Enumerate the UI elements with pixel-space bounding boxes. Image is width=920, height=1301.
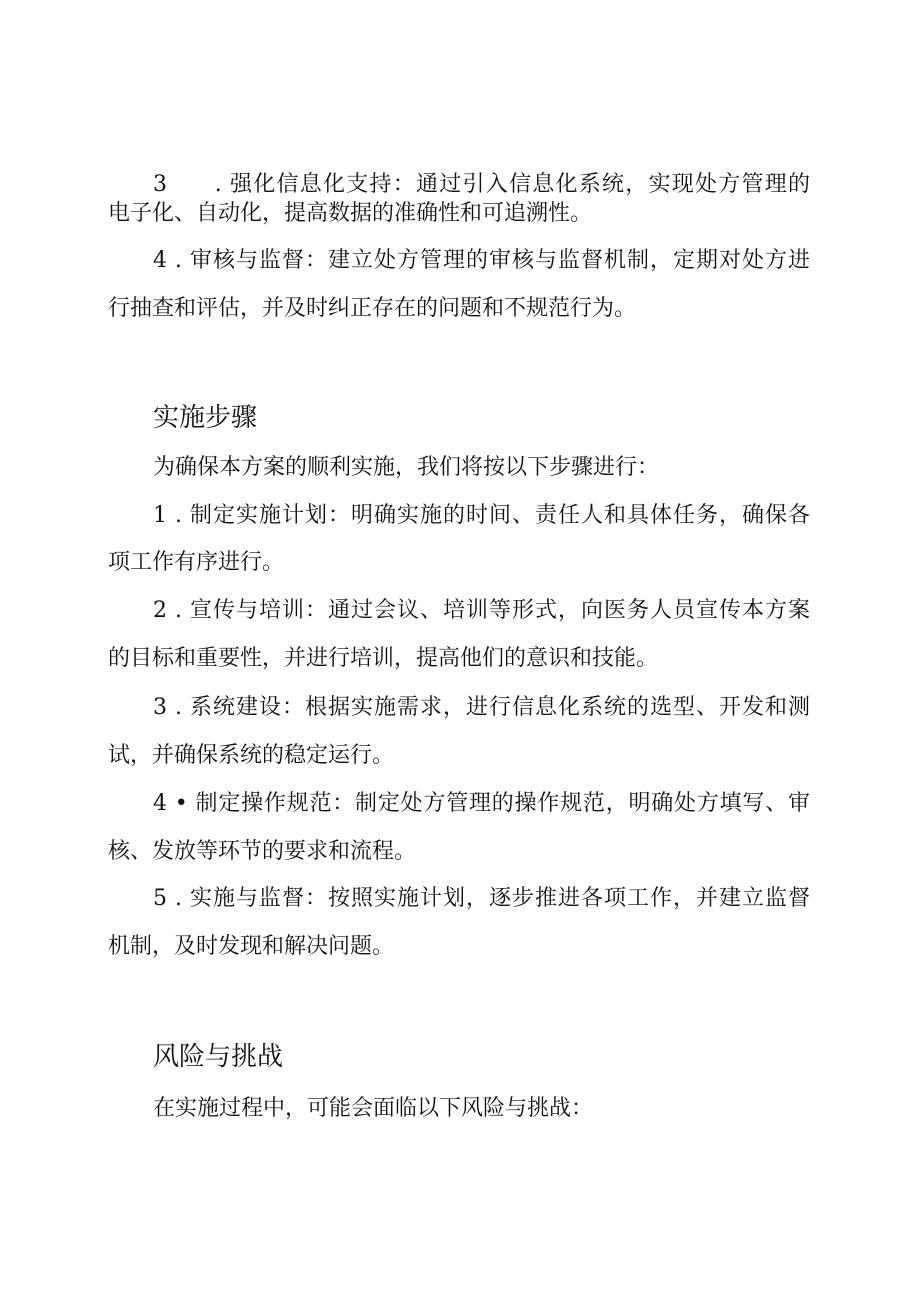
step-4-line1: 4 • 制定操作规范：制定处方管理的操作规范，明确处方填写、审 bbox=[153, 791, 810, 816]
step-4-line2: 核、发放等环节的要求和流程。 bbox=[108, 839, 417, 864]
steps-intro: 为确保本方案的顺利实施，我们将按以下步骤进行： bbox=[153, 455, 660, 480]
section-heading-steps: 实施步骤 bbox=[153, 403, 258, 433]
step-5-line2: 机制，及时发现和解决问题。 bbox=[108, 934, 395, 959]
step-3-line2: 试，并确保系统的稳定运行。 bbox=[108, 743, 395, 768]
section-heading-risks: 风险与挑战 bbox=[153, 1042, 284, 1072]
risks-intro: 在实施过程中，可能会面临以下风险与挑战： bbox=[153, 1096, 594, 1121]
step-1-line2: 项工作有序进行。 bbox=[108, 550, 285, 575]
step-2-line2: 的目标和重要性，并进行培训，提高他们的意识和技能。 bbox=[108, 646, 659, 671]
item4-line2: 行抽查和评估，并及时纠正存在的问题和不规范行为。 bbox=[108, 296, 637, 321]
step-2-line1: 2 . 宣传与培训：通过会议、培训等形式，向医务人员宣传本方案 bbox=[153, 598, 810, 623]
item3-line1: 3 . 强化信息化支持：通过引入信息化系统，实现处方管理的 bbox=[153, 172, 810, 197]
item4-line1: 4 . 审核与监督：建立处方管理的审核与监督机制，定期对处方进 bbox=[153, 248, 810, 273]
step-1-line1: 1 . 制定实施计划：明确实施的时间、责任人和具体任务，确保各 bbox=[153, 503, 810, 528]
step-3-line1: 3 . 系统建设：根据实施需求，进行信息化系统的选型、开发和测 bbox=[153, 695, 810, 720]
step-5-line1: 5 . 实施与监督：按照实施计划，逐步推进各项工作，并建立监督 bbox=[153, 886, 810, 911]
item3-line2: 电子化、自动化，提高数据的准确性和可追溯性。 bbox=[108, 201, 593, 226]
